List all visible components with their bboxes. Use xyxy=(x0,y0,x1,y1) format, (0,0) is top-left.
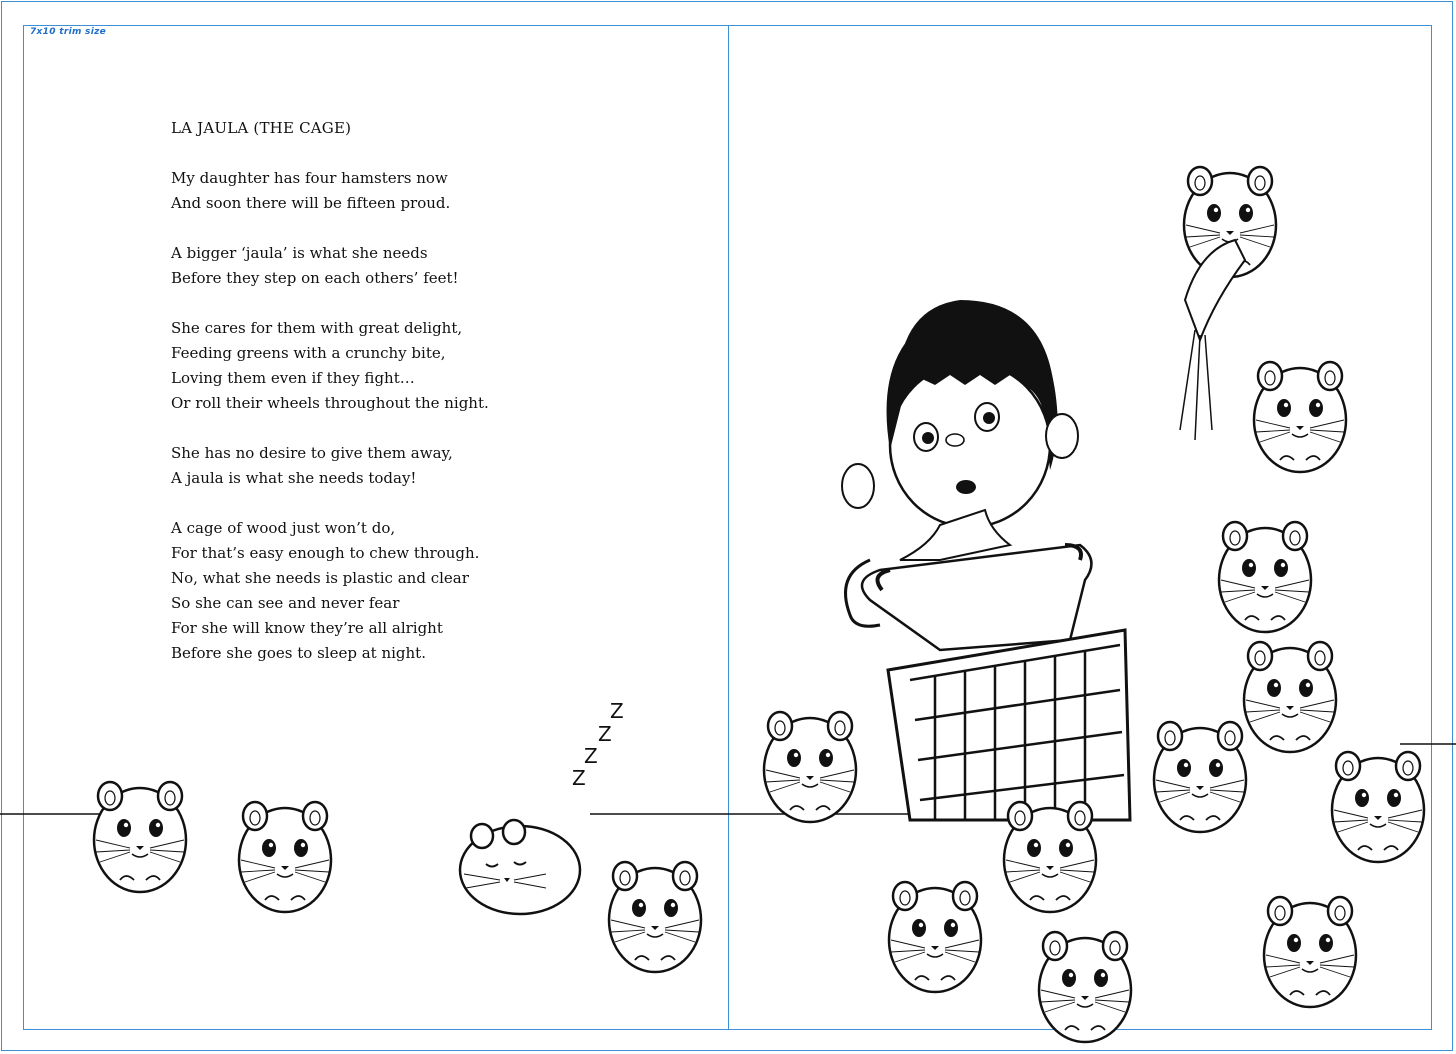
poem-line: She has no desire to give them away, xyxy=(171,444,453,462)
poem-line: A jaula is what she needs today! xyxy=(171,469,417,487)
poem-line: No, what she needs is plastic and clear xyxy=(171,569,469,587)
poem-line: My daughter has four hamsters now xyxy=(171,169,448,187)
poem-line: She cares for them with great delight, xyxy=(171,319,463,337)
hamster xyxy=(764,712,856,822)
sleep-letter: Z xyxy=(610,699,624,723)
hamster xyxy=(239,802,331,912)
poem-line: And soon there will be fifteen proud. xyxy=(171,194,451,212)
poem-line: Loving them even if they fight… xyxy=(171,369,415,387)
trim-size-label: 7x10 trim size xyxy=(30,27,107,37)
hamster xyxy=(1039,932,1131,1042)
poem-line: For she will know they’re all alright xyxy=(171,619,443,637)
hamster xyxy=(1254,362,1346,472)
poem-line: So she can see and never fear xyxy=(171,594,400,612)
cage xyxy=(888,630,1130,820)
poem-line: A cage of wood just won’t do, xyxy=(171,519,396,537)
sleep-zzz xyxy=(572,699,624,790)
poem-line: A bigger ‘jaula’ is what she needs xyxy=(171,244,428,262)
sleep-letter: Z xyxy=(584,744,598,768)
girl-figure xyxy=(842,300,1091,650)
hamster xyxy=(1244,642,1336,752)
poem-line: Or roll their wheels throughout the night. xyxy=(171,394,489,412)
hamster xyxy=(1332,752,1424,862)
poem-line: Feeding greens with a crunchy bite, xyxy=(171,344,446,362)
sleep-letter: Z xyxy=(572,766,586,790)
hamster xyxy=(94,782,186,892)
hamster xyxy=(889,882,981,992)
poem-line: Before she goes to sleep at night. xyxy=(171,644,426,662)
hamster xyxy=(1264,897,1356,1007)
poem-line: Before they step on each others’ feet! xyxy=(171,269,459,287)
poem-line: For that’s easy enough to chew through. xyxy=(171,544,480,562)
sleeping-hamster xyxy=(460,820,580,914)
sleep-letter: Z xyxy=(598,722,612,746)
hamster xyxy=(609,862,701,972)
poem-title: LA JAULA (THE CAGE) xyxy=(171,119,352,137)
hamster xyxy=(1219,522,1311,632)
hamster xyxy=(1154,722,1246,832)
hamster xyxy=(1004,802,1096,912)
